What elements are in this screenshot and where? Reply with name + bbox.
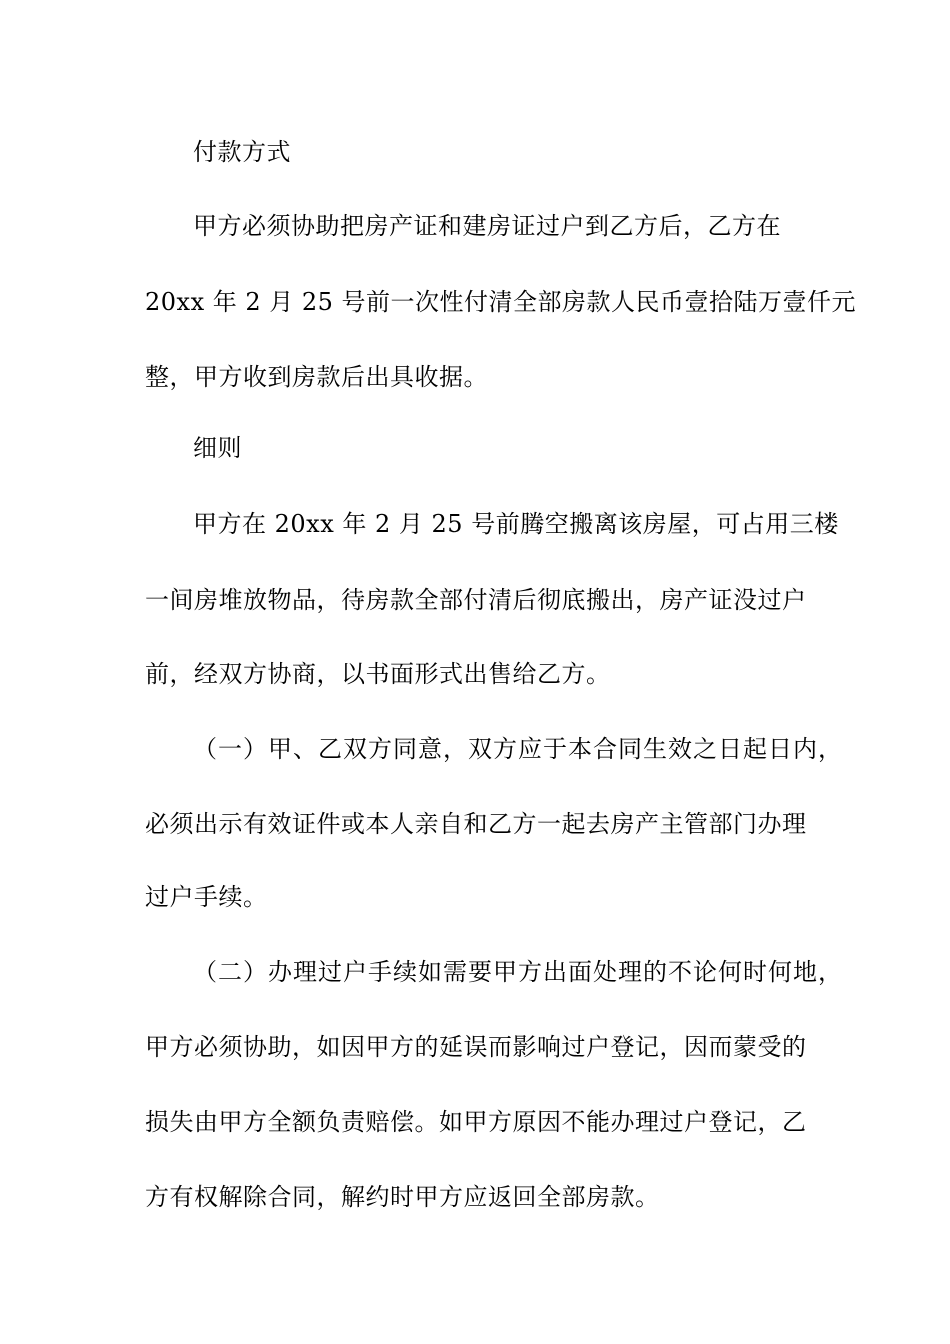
payment-paragraph-line: 甲方必须协助把房产证和建房证过户到乙方后，乙方在 bbox=[193, 212, 781, 240]
clause-two-line: （二）办理过户手续如需要甲方出面处理的不论何时何地， bbox=[193, 958, 843, 986]
clause-one-line: （一）甲、乙双方同意，双方应于本合同生效之日起日内， bbox=[193, 735, 843, 763]
clause-one-line: 必须出示有效证件或本人亲自和乙方一起去房产主管部门办理 bbox=[145, 810, 807, 838]
details-paragraph-line: 甲方在 20xx 年 2 月 25 号前腾空搬离该房屋，可占用三楼 bbox=[193, 510, 839, 538]
heading-details: 细则 bbox=[193, 434, 242, 462]
clause-two-line: 甲方必须协助，如因甲方的延误而影响过户登记，因而蒙受的 bbox=[145, 1033, 807, 1061]
details-paragraph-line: 前，经双方协商，以书面形式出售给乙方。 bbox=[145, 660, 611, 688]
details-paragraph-line: 一间房堆放物品，待房款全部付清后彻底搬出，房产证没过户 bbox=[145, 586, 807, 614]
clause-two-line: 方有权解除合同，解约时甲方应返回全部房款。 bbox=[145, 1183, 660, 1211]
heading-payment-method: 付款方式 bbox=[193, 138, 291, 166]
payment-paragraph-line: 整，甲方收到房款后出具收据。 bbox=[145, 363, 488, 391]
payment-paragraph-line: 20xx 年 2 月 25 号前一次性付清全部房款人民币壹拾陆万壹仟元 bbox=[145, 288, 857, 316]
clause-one-line: 过户手续。 bbox=[145, 883, 268, 911]
clause-two-line: 损失由甲方全额负责赔偿。如甲方原因不能办理过户登记，乙 bbox=[145, 1108, 807, 1136]
